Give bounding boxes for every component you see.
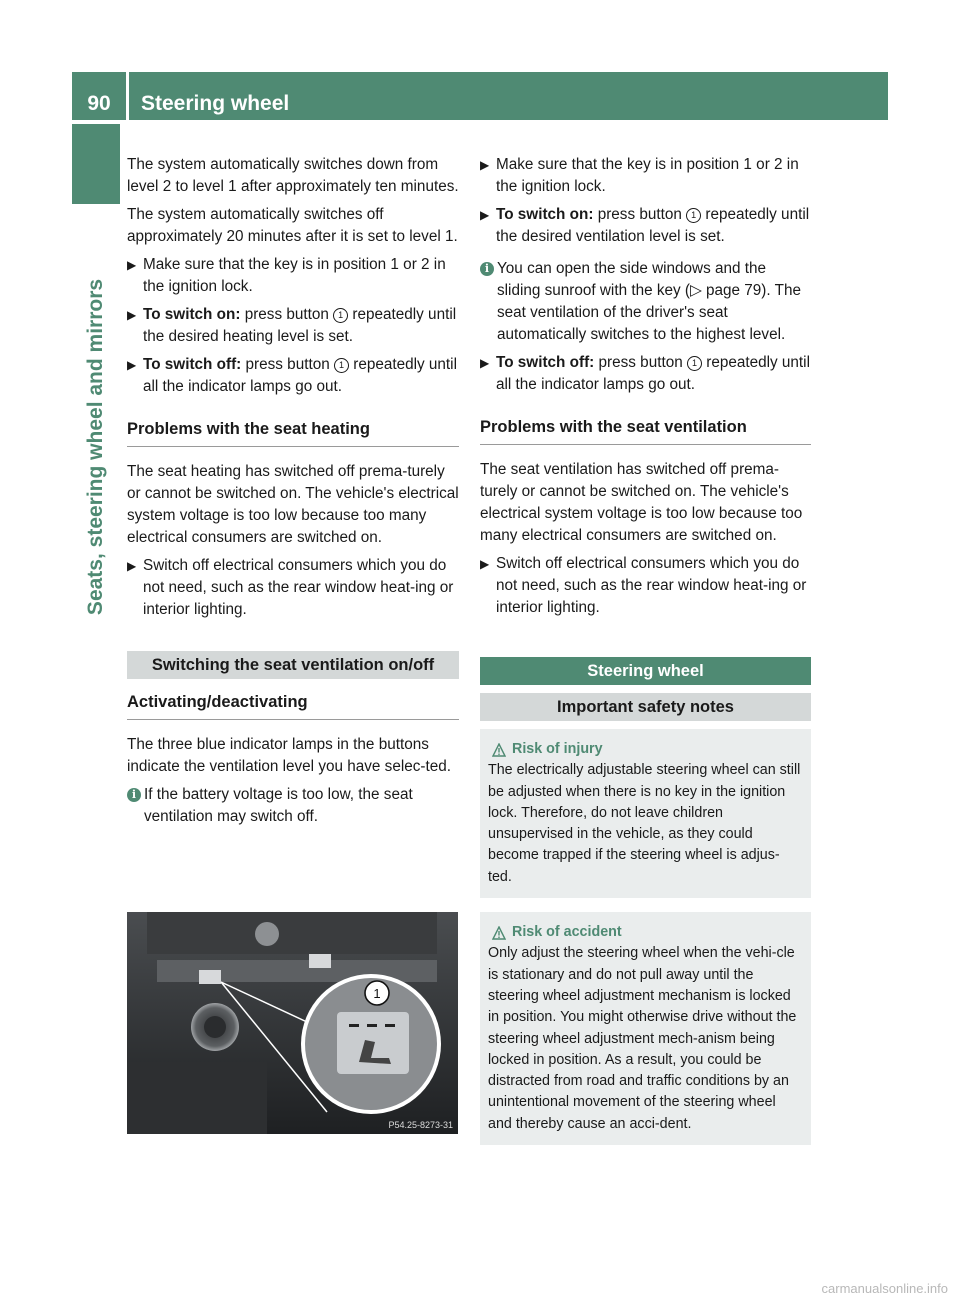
section-heading: Problems with the seat heating — [127, 412, 459, 447]
warning-triangle-icon — [492, 926, 506, 940]
section-band-safety: Important safety notes — [480, 693, 811, 721]
header-divider — [126, 72, 129, 120]
callout-number-icon: 1 — [333, 308, 348, 323]
info-text: You can open the side windows and the sliding sunroof with the key (▷ page 79). The seat ventilation of the driver's seat automatically switches to the highest level. — [497, 260, 801, 343]
page-title: Steering wheel — [141, 92, 290, 115]
info-icon: i — [127, 788, 141, 802]
instruction-step — [127, 254, 459, 298]
step-text: Switch off electrical consumers which you do not need, such as the rear window heat-ing or interior lighting. — [143, 557, 454, 618]
instruction-step — [127, 354, 459, 398]
info-note — [480, 258, 811, 346]
step-arrow-icon: ▶ — [480, 356, 490, 370]
step-text: Switch off electrical consumers which you do not need, such as the rear window heat-ing or interior lighting. — [496, 555, 807, 616]
step-arrow-icon: ▶ — [127, 258, 137, 272]
side-section-label — [72, 212, 120, 682]
step-label: To switch off: — [143, 356, 242, 373]
seat-button-left — [199, 970, 221, 984]
callout-number-icon: 1 — [686, 208, 701, 223]
step-text: press button — [245, 356, 330, 373]
instruction-step — [480, 204, 811, 248]
step-text: Make sure that the key is in position 1 or 2 in the ignition lock. — [143, 256, 446, 295]
photo-callout-number: 1 — [373, 986, 381, 1001]
info-note — [127, 784, 459, 828]
section-band: Switching the seat ventilation on/off — [127, 651, 459, 679]
step-arrow-icon: ▶ — [127, 559, 137, 573]
section-band-steering: Steering wheel — [480, 657, 811, 685]
page-number: 90 — [87, 92, 111, 115]
step-arrow-icon: ▶ — [480, 557, 490, 571]
warning-triangle-icon — [492, 743, 506, 757]
warning-box — [480, 912, 811, 1145]
step-arrow-icon: ▶ — [127, 358, 137, 372]
warning-title-text: Risk of accident — [512, 924, 622, 941]
step-text: Make sure that the key is in position 1 or 2 in the ignition lock. — [496, 156, 799, 195]
paragraph: The three blue indicator lamps in the buttons indicate the ventilation level you have selec-ted. — [127, 736, 451, 775]
warning-text: Only adjust the steering wheel when the vehi-cle is stationary and do not pull away until the steering wheel adjustment mechanism is locked in position. You might otherwise drive without the steering wheel adjustment mech-anism being locked in position. As a result, you could be distracted from road and traffic conditions by an unintentional movement of the steering wheel and thereby cause an acci-dent. — [488, 945, 797, 1132]
step-label: To switch on: — [496, 206, 594, 223]
step-label: To switch off: — [496, 354, 595, 371]
paragraph: The seat ventilation has switched off prema-turely or cannot be switched on. The vehicle's electrical system voltage is too low because too many electrical consumers are switched on. — [480, 461, 803, 544]
left-column — [127, 154, 459, 834]
step-text: repeatedly until the desired heating level is set. — [143, 306, 457, 345]
side-section-text: Seats, steering wheel and mirrors — [84, 278, 107, 616]
step-arrow-icon: ▶ — [127, 308, 137, 322]
section-heading: Activating/deactivating — [127, 685, 459, 720]
warning-title — [492, 922, 803, 943]
instruction-step — [127, 555, 459, 621]
step-arrow-icon: ▶ — [480, 158, 490, 172]
warning-box — [480, 729, 811, 898]
step-text: press button — [598, 354, 683, 371]
paragraph: The seat heating has switched off prema-turely or cannot be switched on. The vehicle's electrical system voltage is too low because too many electrical consumers are switched on. — [127, 463, 459, 546]
section-heading: Problems with the seat ventilation — [480, 410, 811, 445]
step-text: repeatedly until all the indicator lamps go out. — [143, 356, 457, 395]
step-text: press button — [244, 306, 329, 323]
instruction-step — [480, 154, 811, 198]
step-label: To switch on: — [143, 306, 241, 323]
photo-code: P54.25-8273-31 — [388, 1120, 453, 1130]
warning-title-text: Risk of injury — [512, 741, 603, 757]
watermark: carmanualsonline.info — [821, 1281, 948, 1296]
warning-text: The electrically adjustable steering wheel can still be adjusted when there is no key in the ignition lock. Therefore, do not leave children unsupervised in the vehicle, as they could become trapped if the steering wheel is adjus-ted. — [488, 762, 801, 885]
step-text: press button — [597, 206, 682, 223]
paragraph: The system automatically switches off approximately 20 minutes after it is set to level 1. — [127, 206, 458, 245]
right-column — [480, 154, 811, 1145]
warning-title — [492, 739, 803, 760]
paragraph: The system automatically switches down from level 2 to level 1 after approximately ten minutes. — [127, 156, 459, 195]
step-text: repeatedly until the desired ventilation level is set. — [496, 206, 810, 245]
step-arrow-icon: ▶ — [480, 208, 490, 222]
step-text: repeatedly until all the indicator lamps go out. — [496, 354, 810, 393]
callout-number-icon: 1 — [687, 356, 702, 371]
instruction-step — [480, 352, 811, 396]
console-photo — [127, 912, 458, 1134]
info-text: If the battery voltage is too low, the seat ventilation may switch off. — [144, 786, 413, 825]
instruction-step — [127, 304, 459, 348]
info-icon: i — [480, 262, 494, 276]
side-tab-marker — [72, 124, 120, 204]
callout-number-icon: 1 — [334, 358, 349, 373]
instruction-step — [480, 553, 811, 619]
seat-button-right — [309, 954, 331, 968]
